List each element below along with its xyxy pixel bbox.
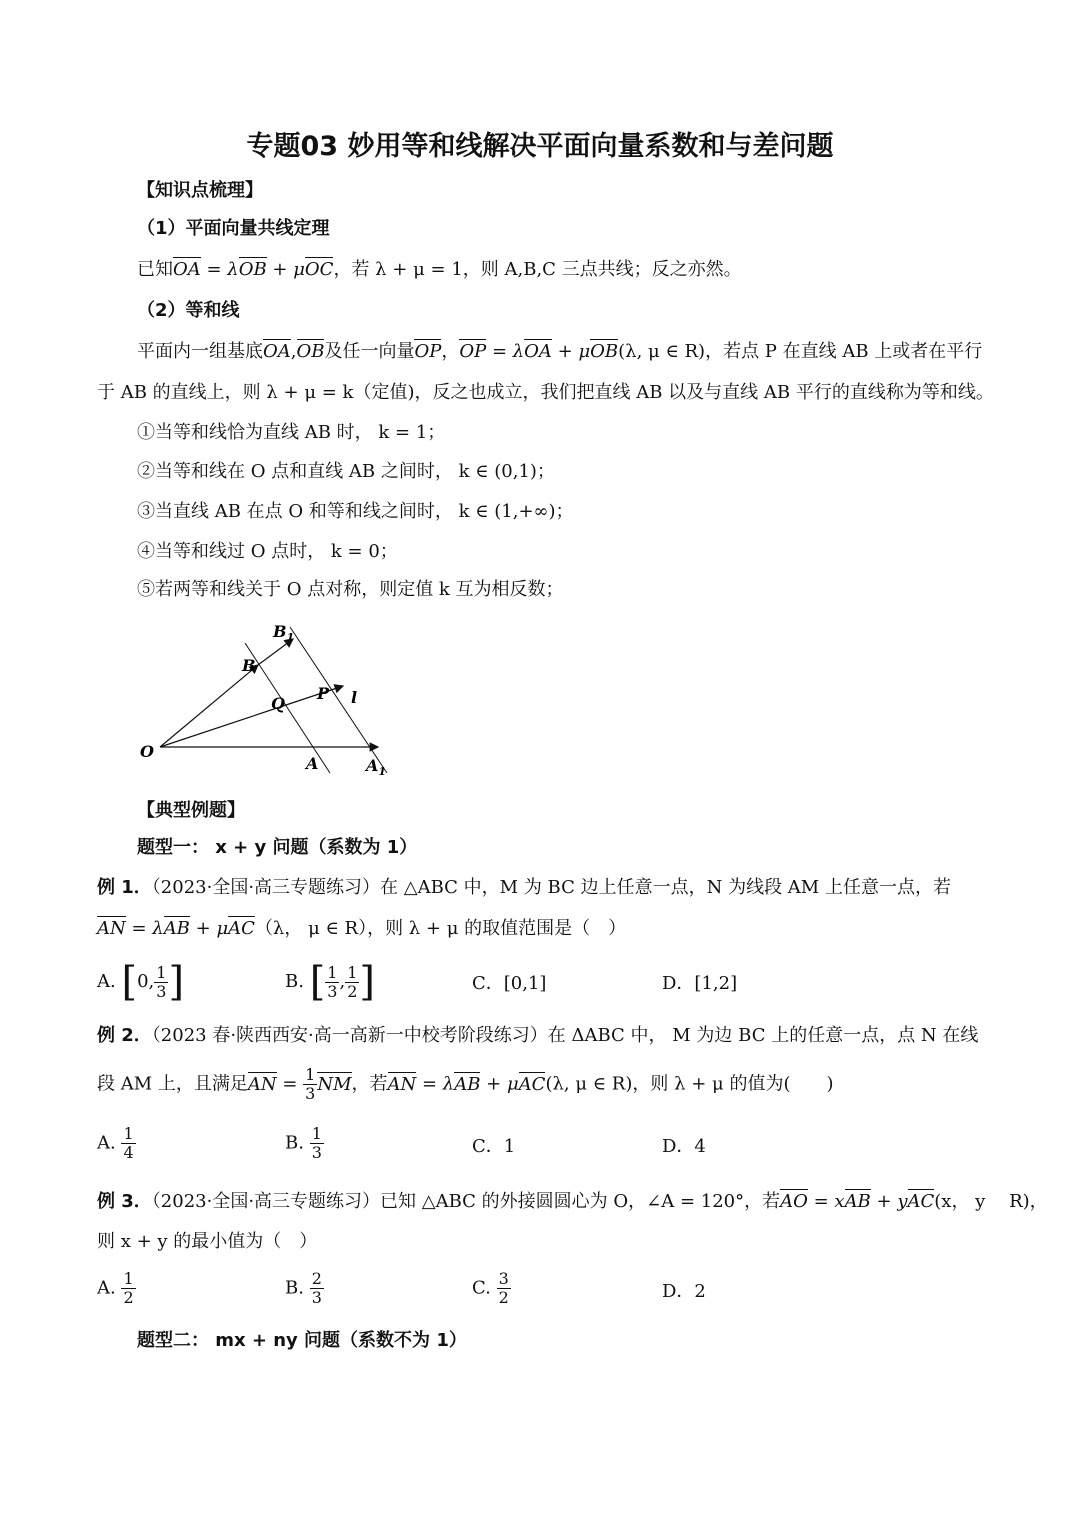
case-5: ⑤若两等和线关于 O 点对称，则定值 k 互为相反数； [137,579,564,600]
vector-ob [160,665,258,747]
example-3-line-1: 例 3．（2023·全国·高三专题练习）已知 △ABC 的外接圆圆心为 O，∠A = 120°，若AO = xAB + yAC(x， y R)， [97,1191,1048,1212]
example-2-option-b: B. $\frac{1}{3}$ [285,1124,322,1162]
subheading-equal-sum-line: （2）等和线 [137,300,240,321]
example-3-option-d: D．2 [662,1281,706,1302]
example-3-option-c: C. $\frac{3}{2}$ [472,1269,509,1307]
example-2-option-a: A. $\frac{1}{4}$ [97,1124,134,1162]
example-3-option-b: B. $\frac{2}{3}$ [285,1269,322,1307]
section-knowledge: 【知识点梳理】 [137,180,263,201]
vector-qp [280,686,343,707]
label-o: O [140,742,154,761]
label-b: B [242,656,256,675]
label-p: P [317,684,330,703]
equal-sum-line-diagram [130,615,400,785]
collinear-theorem: 已知OA = λOB + μOC，若 λ + μ = 1，则 A,B,C 三点共线；反之亦然。 [137,259,742,280]
type-two-heading: 题型二： mx + ny 问题（系数不为 1） [137,1330,467,1351]
example-1-option-c: C．[0,1] [472,973,547,994]
type-one-heading: 题型一： x + y 问题（系数为 1） [137,837,418,858]
example-1-line-2: AN = λAB + μAC（λ， μ ∈ R），则 λ + μ 的取值范围是（ ） [97,918,627,939]
case-3: ③当直线 AB 在点 O 和等和线之间时， k ∈ (1,+∞)； [137,501,574,522]
label-l: l [351,688,358,707]
case-1: ①当等和线恰为直线 AB 时， k = 1； [137,422,446,443]
label-a: A [306,754,319,773]
ray-op [160,707,280,747]
example-1-option-d: D．[1,2] [662,973,738,994]
example-1-option-b: B. [ $\frac{1}{3}$ , $\frac{1}{2}$ ] [285,959,376,1005]
line-l [290,627,387,773]
label-q: Q [271,694,285,713]
label-a1: $A_1$ [366,756,387,778]
section-examples: 【典型例题】 [137,800,245,821]
case-4: ④当等和线过 O 点时， k = 0； [137,541,398,562]
subheading-collinear: （1）平面向量共线定理 [137,218,330,239]
case-2: ②当等和线在 O 点和直线 AB 之间时， k ∈ (0,1)； [137,461,555,482]
example-2-line-2: 段 AM 上，且满足AN = $\frac{1}{3}$ NM，若AN = λAB + μAC(λ, μ ∈ R)，则 λ + μ 的值为( ) [97,1065,834,1103]
example-2-option-d: D．4 [662,1136,706,1157]
example-2-option-c: C．1 [472,1136,516,1157]
example-2-line-1: 例 2．（2023 春·陕西西安·高一高新一中校考阶段练习）在 ΔABC 中， M 为边 BC 上的任意一点，点 N 在线 [97,1025,979,1046]
page-title: 专题03 妙用等和线解决平面向量系数和与差问题 [246,131,834,162]
example-1-option-a: A. [0, $\frac{1}{3}$ ] [97,959,185,1005]
example-3-option-a: A. $\frac{1}{2}$ [97,1269,134,1307]
label-b1: $B_1$ [273,622,295,644]
definition-line-2: 于 AB 的直线上，则 λ + μ = k（定值)，反之也成立，我们把直线 AB 以及与直线 AB 平行的直线称为等和线。 [97,382,994,403]
example-3-line-2: 则 x + y 的最小值为（ ） [97,1231,318,1252]
definition-line-1: 平面内一组基底OA,OB及任一向量OP，OP = λOA + μOB(λ, μ ∈ R)，若点 P 在直线 AB 上或者在平行 [137,341,983,362]
example-1-line-1: 例 1．（2023·全国·高三专题练习）在 △ABC 中，M 为 BC 边上任意一点，N 为线段 AM 上任意一点，若 [97,877,951,898]
